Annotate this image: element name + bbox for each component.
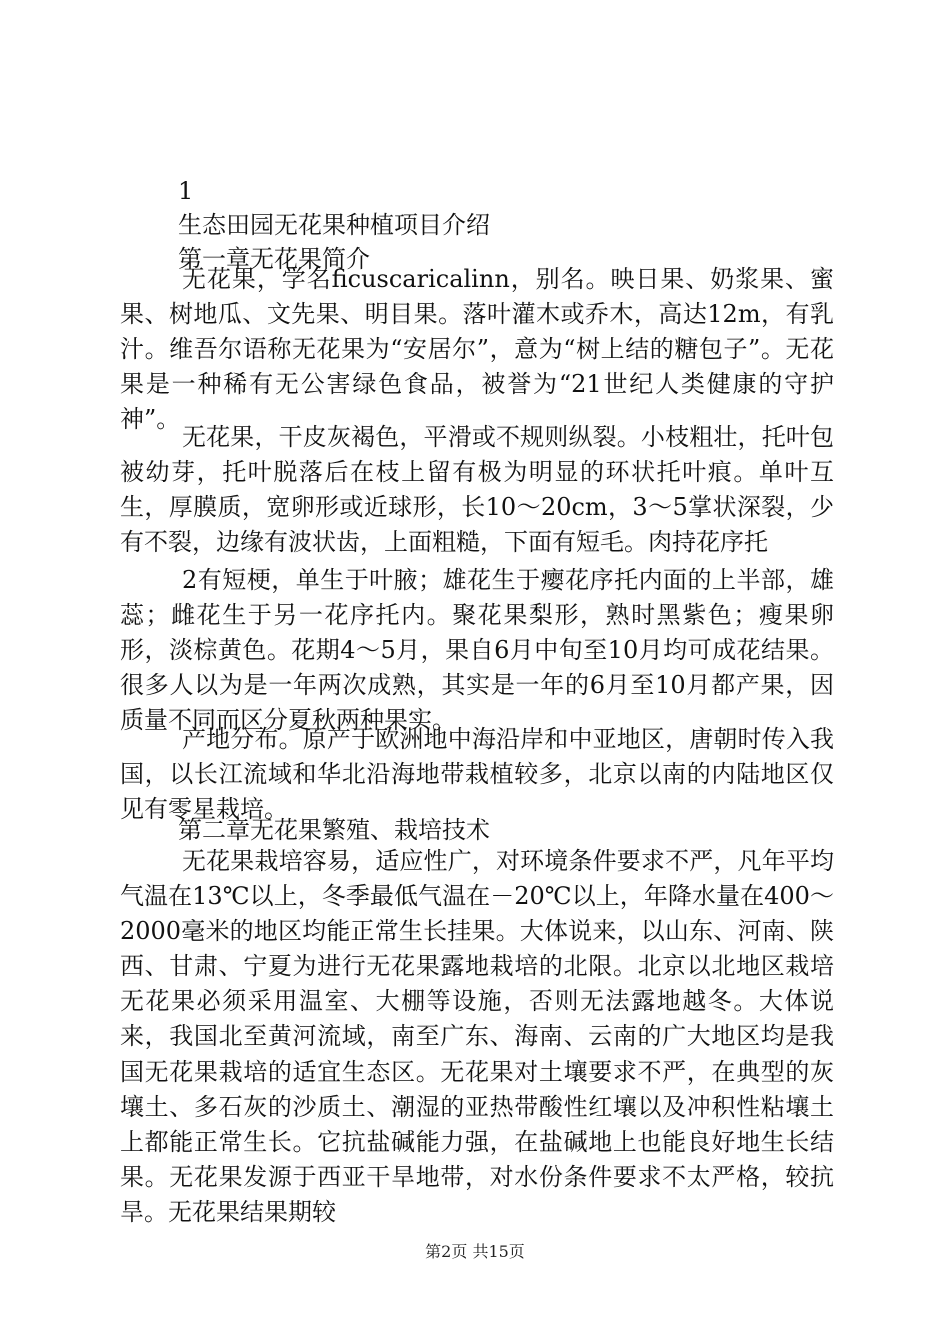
page-footer: 第2页 共15页	[425, 1242, 525, 1261]
paragraph-morphology: 无花果，干皮灰褐色，平滑或不规则纵裂。小枝粗壮，托叶包被幼芽，托叶脱落后在枝上留有极为明显的环状托叶痕。单叶互生，厚膜质，宽卵形或近球形，长10～20cm，3～5掌状深裂，少有不裂，边缘有波状齿，上面粗糙，下面有短毛。肉持花序托	[120, 423, 834, 557]
chapter-1-heading: 第一章无花果简介	[178, 245, 370, 273]
document-title: 生态田园无花果种植项目介绍	[178, 211, 490, 239]
chapter-2-heading: 第二章无花果繁殖、栽培技术	[178, 816, 490, 844]
page-marker: 1	[178, 177, 194, 205]
paragraph-cultivation: 无花果栽培容易，适应性广，对环境条件要求不严，凡年平均气温在13℃以上，冬季最低气温在－20℃以上，年降水量在400～2000毫米的地区均能正常生长挂果。大体说来，以山东、河南、陕西、甘肃、宁夏为进行无花果露地栽培的北限。北京以北地区栽培无花果必须采用温室、大棚等设施，否则无法露地越冬。大体说来，我国北至黄河流域，南至广东、海南、云南的广大地区均是我国无花果栽培的适宜生态区。无花果对土壤要求不严，在典型的灰壤土、多石灰的沙质土、潮湿的亚热带酸性红壤以及冲积性粘壤土上都能正常生长。它抗盐碱能力强，在盐碱地上也能良好地生长结果。无花果发源于西亚干旱地带，对水份条件要求不太严格，较抗旱。无花果结果期较	[120, 847, 834, 1226]
paragraph-intro: 无花果，学名ficuscaricalinn，别名。映日果、奶浆果、蜜果、树地瓜、文先果、明目果。落叶灌木或乔木，高达12m，有乳汁。维吾尔语称无花果为“安居尔”，意为“树上结的糖包子”。无花果是一种稀有无公害绿色食品，被誉为“21世纪人类健康的守护神”。	[120, 265, 834, 434]
paragraph-distribution: 产地分布。原产于欧洲地中海沿岸和中亚地区，唐朝时传入我国，以长江流域和华北沿海地带栽植较多，北京以南的内陆地区仅见有零星栽培。	[120, 725, 834, 824]
paragraph-flowers-fruit: 2有短梗，单生于叶腋；雄花生于瘿花序托内面的上半部，雄蕊；雌花生于另一花序托内。聚花果梨形，熟时黑紫色；瘦果卵形，淡棕黄色。花期4～5月，果自6月中旬至10月均可成花结果。很多人以为是一年两次成熟，其实是一年的6月至10月都产果，因质量不同而区分夏秋两种果实。	[120, 566, 834, 735]
